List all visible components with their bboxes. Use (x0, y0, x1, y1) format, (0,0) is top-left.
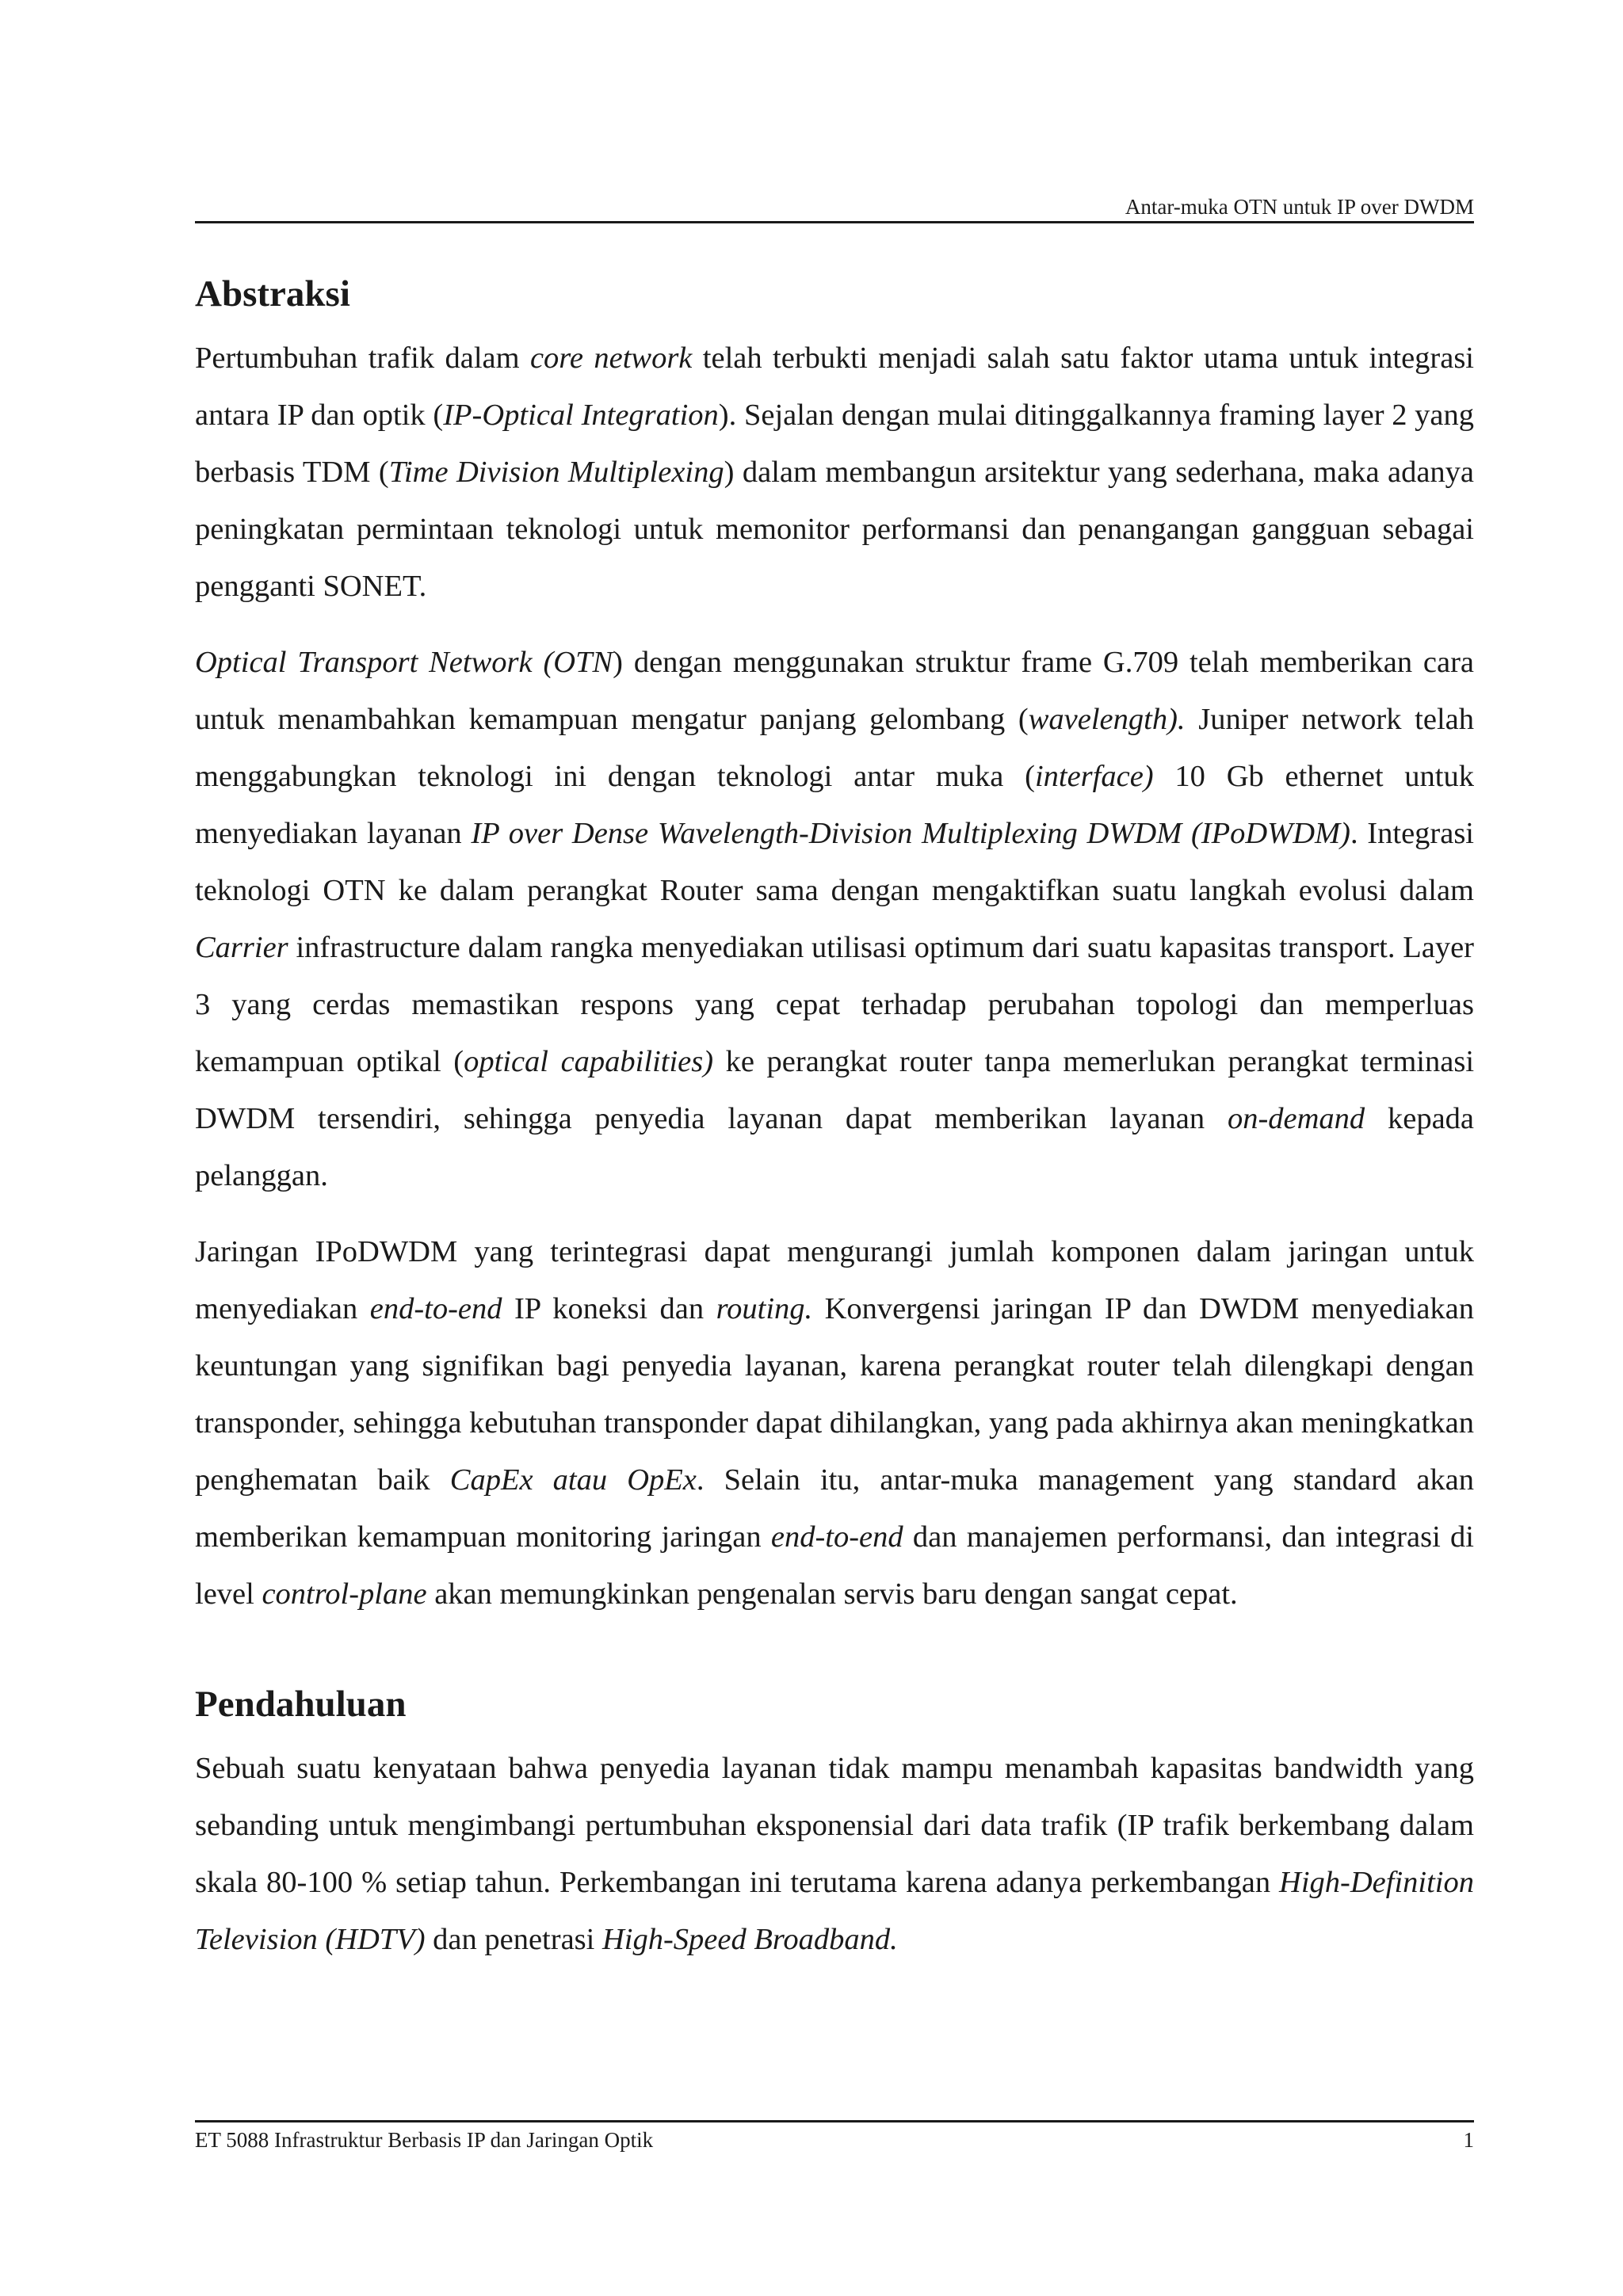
text-run: telah terbukti menjadi salah satu faktor utama untuk integrasi antara IP dan optik ( (195, 341, 1475, 432)
italic-run: control-plane (262, 1577, 427, 1611)
text-run: ke perangkat router tanpa memerlukan perangkat terminasi DWDM tersendiri, sehingga penyedia layanan dapat memberikan layanan (195, 1045, 1475, 1135)
text-run: Pertumbuhan trafik dalam (195, 341, 530, 375)
italic-run: on-demand (1227, 1102, 1365, 1135)
text-run: akan memungkinkan pengenalan servis baru dengan sangat cepat. (426, 1577, 1238, 1611)
text-run: . Selain itu, antar-muka management yang standard akan memberikan kemampuan monitoring jaringan (195, 1463, 1474, 1554)
text-run: . Integrasi teknologi OTN ke dalam perangkat Router sama dengan mengaktifkan suatu langkah evolusi dalam (195, 817, 1474, 907)
text-run: ) dalam membangun arsitektur yang sederhana, maka adanya peningkatan permintaan teknologi untuk memonitor performansi dan penangangan gangguan sebagai pengganti SONET. (195, 456, 1474, 603)
italic-run: routing. (716, 1292, 813, 1325)
italic-run: High-Speed Broadband. (601, 1923, 898, 1956)
text-run: Konvergensi jaringan IP dan DWDM menyediakan keuntungan yang signifikan bagi penyedia layanan, karena perangkat router telah dilengkapi dengan transponder, sehingga kebutuhan transponder dapat dihilangkan, yang pada akhirnya akan meningkatkan penghematan baik (195, 1292, 1475, 1497)
italic-run: Time Division Multiplexing (388, 456, 724, 489)
italic-run: core network (529, 341, 693, 375)
document-body (195, 258, 1474, 1987)
footer-course-title: ET 5088 Infrastruktur Berbasis IP dan Jaringan Optik (195, 2128, 654, 2152)
page-number: 1 (1463, 2128, 1474, 2152)
text-run: dan penetrasi (425, 1923, 602, 1956)
italic-run: end-to-end (369, 1292, 502, 1325)
intro-paragraph-1 (195, 1740, 1474, 1968)
italic-run: end-to-end (770, 1520, 903, 1554)
italic-run: interface) (1034, 760, 1154, 793)
text-run: Juniper network telah menggabungkan teknologi ini dengan teknologi antar muka ( (195, 703, 1474, 793)
abstract-paragraph-3 (195, 1223, 1474, 1623)
running-header: Antar-muka OTN untuk IP over DWDM (1125, 195, 1474, 219)
text-run: 10 Gb ethernet untuk menyediakan layanan (195, 760, 1475, 850)
abstract-paragraph-2 (195, 634, 1474, 1204)
text-run: IP koneksi dan (502, 1292, 716, 1325)
text-run: kepada pelanggan. (195, 1102, 1475, 1192)
italic-run: CapEx atau OpEx (449, 1463, 697, 1497)
text-run: Sebuah suatu kenyataan bahwa penyedia layanan tidak mampu menambah kapasitas bandwidth yang sebanding untuk mengimbangi pertumbuhan eksponensial dari data trafik (IP trafik berkembang dalam skala 80-100 % setiap tahun. Perkembangan ini terutama karena adanya perkembangan (195, 1752, 1474, 1899)
section-heading-abstraksi: Abstraksi (195, 273, 350, 315)
italic-run: IP over Dense Wavelength-Division Multiplexing DWDM (IPoDWDM) (471, 817, 1350, 850)
italic-run: Carrier (195, 931, 288, 964)
section-heading-pendahuluan: Pendahuluan (195, 1684, 407, 1725)
italic-run: Optical Transport Network (OTN (195, 646, 613, 679)
text-run: Jaringan IPoDWDM yang terintegrasi dapat mengurangi jumlah komponen dalam jaringan untuk menyediakan (195, 1235, 1474, 1325)
italic-run: High-Definition Television (HDTV) (195, 1866, 1474, 1956)
document-page (195, 0, 1474, 2296)
footer-rule (195, 2120, 1474, 2122)
italic-run: optical capabilities) (464, 1045, 714, 1078)
abstract-paragraph-1 (195, 330, 1474, 615)
italic-run: wavelength). (1028, 703, 1186, 736)
italic-run: IP-Optical Integration (443, 399, 719, 432)
text-run: ). Sejalan dengan mulai ditinggalkannya framing layer 2 yang berbasis TDM ( (195, 399, 1475, 489)
text-run: ) dengan menggunakan struktur frame G.709 telah memberikan cara untuk menambahkan kemampuan mengatur panjang gelombang ( (195, 646, 1475, 736)
text-run: dan manajemen performansi, dan integrasi di level (195, 1520, 1474, 1611)
text-run: infrastructure dalam rangka menyediakan utilisasi optimum dari suatu kapasitas transport. Layer 3 yang cerdas memastikan respons yang cepat terhadap perubahan topologi dan memperluas kemampuan optikal ( (195, 931, 1474, 1078)
header-rule (195, 221, 1474, 223)
